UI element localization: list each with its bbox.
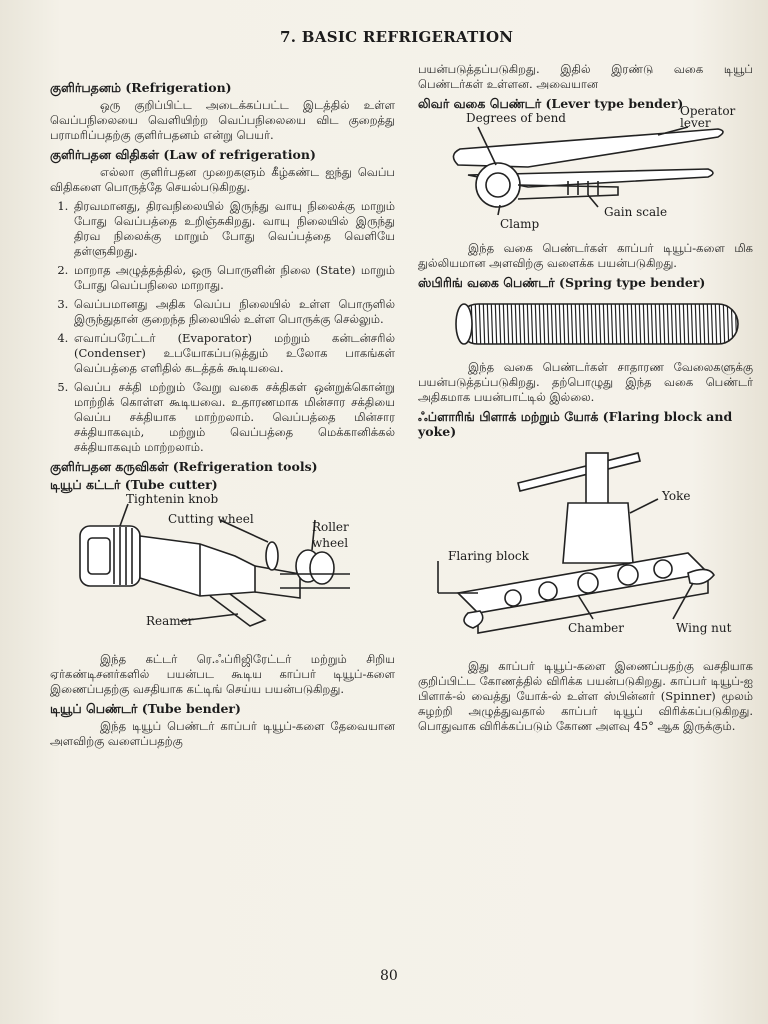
left-column bbox=[50, 78, 395, 753]
label-cutting-wheel: Cutting wheel bbox=[168, 512, 254, 526]
chapter-title: 7. BASIC REFRIGERATION bbox=[280, 28, 514, 46]
label-roller-wheel: wheel bbox=[312, 536, 349, 550]
label-gain-scale: Gain scale bbox=[604, 205, 668, 219]
tube-cutter-figure bbox=[50, 492, 395, 646]
laws-list bbox=[50, 199, 395, 455]
spring-bender-figure bbox=[418, 294, 753, 354]
label-roller: Roller bbox=[312, 520, 349, 534]
law-item: 5. வெப்ப சக்தி மற்றும் வேறு வகை சக்திகள் ஒன்றுக்கொன்று மாற்றிக் கொள்ள கூடியவை. உதாரணமாக மின்சார சக்தியை வெப்ப சக்தியாக மாற்றலாம். வெப்பத்தை மின்சார சக்தியாகவும், மற்றும் வெப்பத்தை மெக்கானிக்கல் சக்தியாகவும் மாற்றலாம். bbox=[72, 380, 395, 455]
flaring-paragraph: இது காப்பர் டியூப்-களை இணைப்பதற்கு வசதியாக குறிப்பிட்ட கோணத்தில் விரிக்க பயன்படுகிறது. காப்பர் டியூப்-ஐ பிளாக்-ல் வைத்து யோக்-ல் உள்ள ஸ்பின்னர் (Spinner) மூலம் சுழற்றி அழுத்துவதால் காப்பர் டியூப் விரிக்கப்படுகிறது. பொதுவாக விரிக்கப்படும் கோண அளவு 45° ஆக இருக்கும். bbox=[418, 659, 753, 733]
lever-bender-heading: லிவர் வகை பெண்டர் (Lever type bender) bbox=[418, 96, 684, 111]
label-flaring-block: Flaring block bbox=[448, 549, 529, 563]
label-yoke: Yoke bbox=[662, 489, 691, 503]
label-reamer: Reamer bbox=[146, 614, 194, 628]
lever-paragraph: இந்த வகை பெண்டர்கள் காப்பர் டியூப்-களை மிக துல்லியமான அளவிற்கு வளைக்க பயன்படுகிறது. bbox=[418, 241, 753, 270]
law-item: 4. எவாப்பரேட்டர் (Evaporator) மற்றும் கன்டன்சரில் (Condenser) உபயோகப்படுத்தும் உலோக பாகங்கள் வெப்பத்தை எளிதில் கடத்தக் கூடியவை. bbox=[72, 331, 395, 376]
bender-paragraph: இந்த டியூப் பெண்டர் காப்பர் டியூப்-களை தேவையான அளவிற்கு வளைப்பதற்கு bbox=[50, 719, 395, 748]
refrigeration-paragraph: ஒரு குறிப்பிட்ட அடைக்கப்பட்ட இடத்தில் உள்ள வெப்பநிலையை வெளியிற்ற வெப்பநிலையை விட குறைத்து பராமரிப்பதற்கு குளிர்பதனம் என்று பெயர். bbox=[50, 98, 395, 142]
law-intro: எல்லா குளிர்பதன முறைகளும் கீழ்கண்ட ஐந்து வெப்ப விதிகளை பொருத்தே செயல்படுகிறது. bbox=[50, 165, 395, 194]
lever-bender-drawing bbox=[418, 115, 748, 235]
spring-bender-heading: ஸ்பிரிங் வகை பெண்டர் (Spring type bender) bbox=[418, 275, 706, 290]
right-column bbox=[418, 62, 753, 738]
label-chamber: Chamber bbox=[568, 621, 624, 635]
tube-cutter-heading: டியூப் கட்டர் (Tube cutter) bbox=[50, 477, 218, 492]
spring-paragraph: இந்த வகை பெண்டர்கள் சாதாரண வேலைகளுக்கு பயன்படுத்தப்படுகிறது. தற்பொழுது இந்த வகை பெண்டர் அதிகமாக பயன்பாட்டில் இல்லை. bbox=[418, 360, 753, 404]
refrigeration-heading: குளிர்பதனம் (Refrigeration) bbox=[50, 80, 232, 95]
law-heading: குளிர்பதன விதிகள் (Law of refrigeration) bbox=[50, 147, 316, 162]
lever-bender-figure bbox=[418, 104, 753, 235]
label-operator-lever: Operator lever bbox=[680, 104, 736, 130]
label-wing-nut: Wing nut bbox=[676, 621, 732, 635]
tube-bender-heading: டியூப் பெண்டர் (Tube bender) bbox=[50, 701, 241, 716]
flaring-heading: ஃப்ளாரிங் பிளாக் மற்றும் யோக் (Flaring block and yoke) bbox=[418, 409, 733, 439]
bender-continued: பயன்படுத்தப்படுகிறது. இதில் இரண்டு வகை டியூப் பெண்டர்கள் உள்ளன. அவையான bbox=[418, 62, 753, 91]
label-clamp: Clamp bbox=[500, 217, 540, 231]
spring-bender-drawing bbox=[418, 294, 748, 354]
cutter-paragraph: இந்த கட்டர் ரெ.ஃப்ரிஜிரேட்டர் மற்றும் சிறிய ஏர்கண்டிசனர்களில் பயன்பட கூடிய காப்பர் டியூப்-களை இணைப்பதற்கு வசதியாக கட்டிங் செய்ய பயன்படுகிறது. bbox=[50, 652, 395, 696]
flaring-block-figure bbox=[418, 443, 753, 653]
label-degrees-of-bend: Degrees of bend bbox=[466, 111, 566, 125]
page-number: 80 bbox=[380, 968, 398, 984]
tools-heading: குளிர்பதன கருவிகள் (Refrigeration tools) bbox=[50, 459, 318, 474]
label-tightening-knob: Tightenin knob bbox=[126, 492, 219, 506]
law-item: 1. திரவமானது, திரவநிலையில் இருந்து வாயு நிலைக்கு மாறும் போது வெப்பத்தை உறிஞ்சுகிறது. வாயு நிலையில் இருந்து திரவ நிலைக்கு மாறும் போது வெப்பத்தை வெளியே தள்ளுகிறது. bbox=[72, 199, 395, 259]
law-item: 2. மாறாத அழுத்தத்தில், ஒரு பொருளின் நிலை (State) மாறும் போது வெப்பநிலை மாறாது. bbox=[72, 263, 395, 293]
law-item: 3. வெப்பமானது அதிக வெப்ப நிலையில் உள்ள பொருளில் இருந்துதான் குறைந்த நிலையில் உள்ள பொருக்கு செல்லும். bbox=[72, 297, 395, 327]
